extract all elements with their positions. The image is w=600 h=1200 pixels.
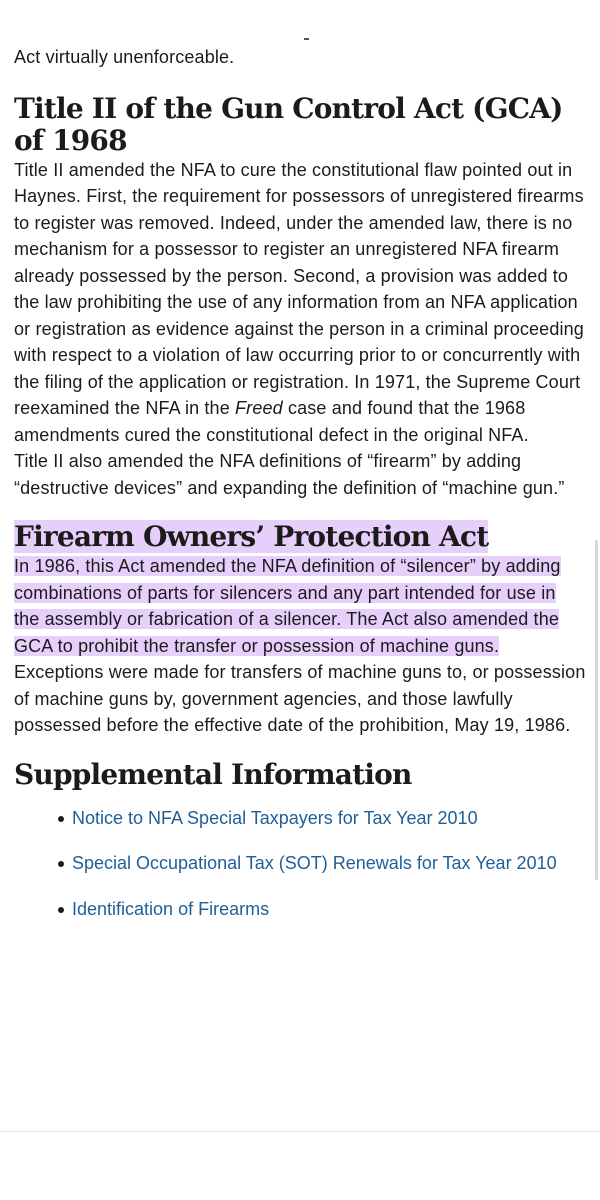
cropped-glyph-fragment (304, 38, 309, 40)
list-item (72, 896, 586, 923)
title2-p1-before: Title II amended the NFA to cure the constitutional flaw pointed out in Haynes. First, the requirement for possessors of unregistered firearms to register was removed. Indeed, under the amended law, there is no mechanism for a possessor to register an unregistered NFA firearm already possessed by the person. Second, a provision was added to the law prohibiting the use of any information from an NFA application or registration as evidence against the person in a criminal proceeding with respect to a violation of law occurring prior to or concurrently with the filing of the application or registration. In 1971, the Supreme Court reexamined the NFA in the (14, 159, 584, 418)
fopa-heading (14, 521, 586, 553)
top-crop-mask (0, 0, 600, 40)
bullet-icon (58, 907, 64, 913)
title2-p1-after: case and found that the 1968 amendments cured the constitutional defect in the original NFA. (14, 398, 529, 445)
bullet-icon (58, 861, 64, 867)
supplemental-link-list (14, 805, 586, 923)
intro-tail-text: Act virtually unenforceable. (14, 47, 235, 67)
list-item (72, 850, 586, 877)
list-item (72, 805, 586, 832)
bottom-toolbar-area (0, 1131, 600, 1200)
title2-heading: Title II of the Gun Control Act (GCA) of 1968 (14, 91, 563, 157)
title2-paragraph-1 (14, 157, 586, 449)
fopa-heading-highlight: Firearm Owners’ Protection Act (14, 520, 489, 553)
supplemental-heading: Supplemental Information (14, 757, 412, 791)
link-sot-renewals[interactable]: Special Occupational Tax (SOT) Renewals for Tax Year 2010 (72, 853, 557, 873)
fopa-rest-text: Exceptions were made for transfers of machine guns to, or possession of machine guns by, government agencies, and those lawfully possessed before the effective date of the prohibition, May 19, 1986. (14, 662, 586, 735)
article-content (14, 44, 586, 941)
scrollbar[interactable] (595, 540, 598, 880)
link-nfa-special-taxpayers[interactable]: Notice to NFA Special Taxpayers for Tax Year 2010 (72, 807, 478, 828)
freed-case-name: Freed (235, 398, 283, 418)
fopa-paragraph (14, 553, 586, 739)
fopa-highlighted-text: In 1986, this Act amended the NFA definition of “silencer” by adding combinations of parts for silencers and any part intended for use in the assembly or fabrication of a silencer. The Act also amended the GCA to prohibit the transfer or possession of machine guns. (14, 556, 561, 656)
bullet-icon (58, 816, 64, 822)
link-identification-of-firearms[interactable]: Identification of Firearms (72, 898, 270, 919)
title2-paragraph-2: Title II also amended the NFA definitions of “firearm” by adding “destructive devices” and expanding the definition of “machine gun.” (14, 451, 565, 498)
